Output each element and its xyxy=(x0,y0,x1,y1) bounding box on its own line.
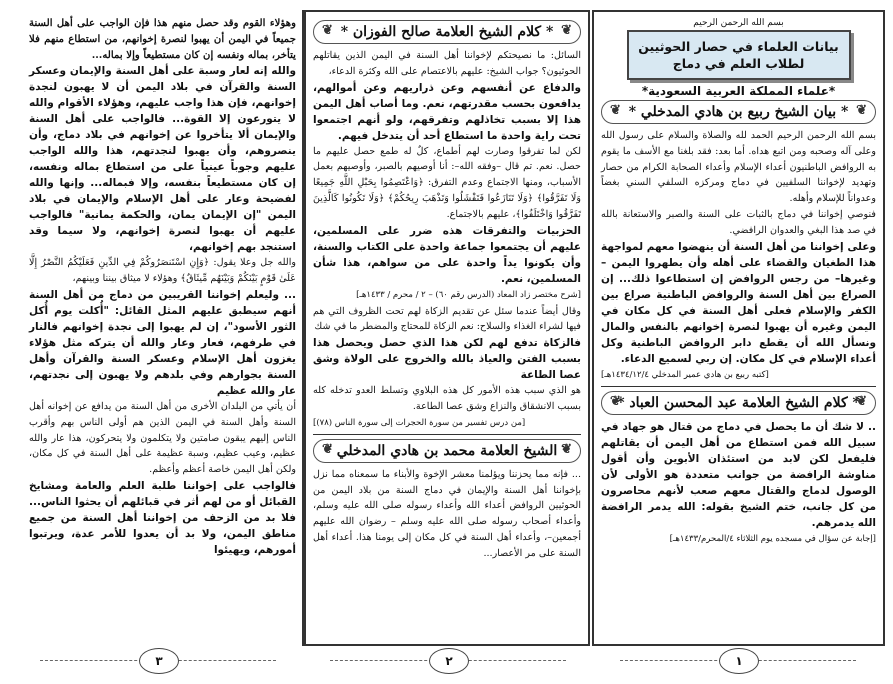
paragraph: لكن لما تفرقوا وصارت لهم أطماع، كلٌ له طمع حصل عليهم ما حصل. نعم. تم قال –وفقه الله–: أنا أوصيهم بالصبر، وأوصيهم بعمل الأسباب، ومنها الاجتماع وعدم التفرق: ﴿وَاعْتَصِمُوا بِحَبْلِ اللَّهِ جَمِيعًا وَلَا تَفَرَّقُوا﴾ ﴿وَلَا تَنَازَعُوا فَتَفْشَلُوا وَتَذْهَبَ رِيحُكُمْ﴾ ﴿وَلَا تَكُونُوا كَالَّذِينَ تَفَرَّقُوا وَاخْتَلَفُوا﴾، عليهم بالاجتماع. xyxy=(313,145,581,220)
bold-paragraph: وعلى إخواننا من أهل السنة أن ينهضوا معهم لمواجهة هذا الطغيان والقضاء على أهله وأن يطهروا اليمن – وغيرها– من رجس الروافض إن استطاعوا ذلك... إن الصراع بين أهل السنة والروافض الباطنية صراع بين الكفر والإسلام فعلى أهل السنة في كل مكان في اليمن وغيره أن يهبوا لنصرة إخوانهم بالنفس والمال ونسأل الله أن يقطع دابر الروافض الباطنية وكل أعداء الإسلام في كل مكان. إن ربي لسميع الدعاء. xyxy=(601,240,876,365)
citation: [كتبه ربيع بن هادي عمير المدخلي ١٤٣٤/١٢/٤هـ] xyxy=(601,369,769,380)
bold-paragraph: .. لا شك أن ما يحصل في دماج من قتال هو جهاد في سبيل الله فمن استطاع من أهل اليمن أن يقاتلهم فليفعل لكن لابد من استئذان الأبوين وأن أقول مناوشة الرافضة من جوانب متعددة هو الأولى لأن الوصول لدماج والقتال معهم صعب لأنهم محاصرون من كل جانب، ختم الشيخ بقوله: الله يدمر الرافضة الله يدمرهم. xyxy=(601,420,876,529)
section-header-fawzan: ❦ * كلام الشيخ العلامة صالح الفوزان * ❦ xyxy=(313,20,581,44)
paragraph: ... فإنه مما يحزننا ويؤلمنا معشر الإخوة والأبناء ما سمعناه مما نزل بإخواننا أهل السنة والإيمان في دماج السنة من بلاد اليمن من الحوثيين الروافض أعداء الله وأعداء رسوله صلى الله عليه وسلم، وأعداء أصحاب رسوله صلى الله عليه وسلم – رضوان الله عليهم أجمعين–، وأعداء أهل السنة في كل مكان إلى يومنا هذا. أعداء أهل السنة على مر الأعصار... xyxy=(313,468,581,559)
bold-paragraph: والله إنه لعار وسبة على أهل السنة والإيمان وعسكر السنة والقرآن في بلاد اليمن أن لا يهبون لنجدة إخوانهم، فإن هذا واجب عليهم، وهؤلاء الأقوام والله لا يتورعون إلا القوة... فالواجب على أهل السنة والإيمان ألا يتأخروا عن إخوانهم في بلاد دماج، وأن ينصروهم، وأن يهبوا لنجدتهم، هذا والله الواجب عليهم وجوباً عينياً على من استطاع بماله ونفسه، إن كان مستطيعاً بنفسه، وإلا فبماله... وإنها والله لفضيحة وعار على أهل الإسلام والإيمان في بلاد اليمن "إن الإيمان يمان، والحكمة يمانية" فالواجب عليهم أن يهبوا لنصرة إخوانهم، ولا سيما وقد استنجد بهم إخوانهم، xyxy=(29,65,296,254)
section-header-abbad: ❦ * كلام الشيخ العلامة عبد المحسن العباد * ❦ xyxy=(601,391,876,415)
page-number-1: ١ xyxy=(719,648,759,674)
bold-paragraph: الحزبيات والتفرقات هذه ضرر على المسلمين، عليهم أن يجتمعوا جماعة واحدة على الكتاب والسنة، وأن يكونوا يداً واحدة على من سواهم، هذا شأن المسلمين، نعم. xyxy=(313,224,581,285)
bold-paragraph: فالزكاة تدفع لهم لكن هذا الذي حصل ويحصل هذا بسبب الفتن والعياذ بالله والخروج على الولاة وشق عصا الطاعة xyxy=(313,337,581,382)
paragraph: فنوصي إخواننا في دماج بالثبات على السنة والصبر والاستعانة بالله في صد هذا البغي والعدوان الرافضي. xyxy=(601,208,876,236)
column-page-2 xyxy=(304,10,590,646)
main-title-line-2: لطلاب العلم في دماج xyxy=(672,56,805,71)
main-title-box xyxy=(627,30,851,80)
section-subtitle: *علماء المملكة العربية السعودية* xyxy=(641,84,836,98)
paragraph: أن يأتي من البلدان الأخرى من أهل السنة من يدافع عن إخوانه أهل السنة وأهل السنة في اليمن الذين هم أولى الناس بهم وأقرب الناس إليهم يبقون صامتين ولا يتكلمون ولا يتحركون، هذا عار والله عظيم، وعيب عظيم، وسبة عظيمة على أهل السنة في كل مكان، ولكن أهل اليمن خاصة أعظم وأعظم. xyxy=(29,400,296,476)
section-header-rabee: ❦ * بيان الشيخ ربيع بن هادي المدخلي * ❦ xyxy=(601,100,876,124)
bold-paragraph: وهؤلاء القوم وقد حصل منهم هذا فإن الواجب على أهل السنة جميعاً في اليمن أن يهبوا لنصرة إخوانهم، من استطاع منهم فلا يتأخر، بماله ونفسه إن كان مستطيعاً وإلا بماله... xyxy=(29,17,296,61)
citation: [شرح مختصر زاد المعاد (الدرس رقم ٦٠) – ٢ / محرم / ١٤٣٣هـ] xyxy=(356,289,581,300)
column-page-1 xyxy=(592,10,885,646)
main-title-line-1: بيانات العلماء في حصار الحوثيين xyxy=(638,39,839,54)
divider xyxy=(601,386,876,387)
divider xyxy=(313,434,581,435)
section-header-mohammad-hadi: ❦ * الشيخ العلامة محمد بن هادي المدخلي * ❦ xyxy=(313,439,581,463)
paragraph: هو الذي سبب هذه الأمور كل هذه البلاوي وتسلط العدو تدخله كله بسبب الانشقاق والنزاع وشق عصا الطاعة. xyxy=(313,385,581,412)
column-page-3 xyxy=(22,10,303,646)
page-number-2: ٢ xyxy=(429,648,469,674)
bold-paragraph: فالواجب على إخواننا طلبة العلم والعامة ومشايخ القبائل أو من لهم أثر في قبائلهم أن يحثوا الناس... فلا بد من الزحف من إخواننا أهل السنة من جميع مناطق اليمن، ولا بد أن يعدوا للأمر عدة، ويرتبوا أمورهم، ويهيئوا xyxy=(29,479,296,556)
citation: [من درس تفسير من سورة الحجرات إلى سورة الناس (٧٨)] xyxy=(313,417,526,428)
paragraph: وقال أيضاً عندما سئل عن تقديم الزكاة لهم تحت الظروف التي هم فيها لشراء الغذاء والسلاح: نعم الزكاة للمحتاج والمضطر ما في شك xyxy=(313,305,581,333)
citation: [إجابة عن سؤال في مسجده يوم الثلاثاء ٤/المحرم/١٤٣٣هـ] xyxy=(669,533,876,544)
paragraph: السائل: ما نصيحتكم لإخواننا أهل السنة في اليمن الذين يقاتلهم الحوثيون؟ جواب الشيخ: عليهم بالاعتصام على الله وكثرة الدعاء، xyxy=(313,50,581,77)
paragraph: والله جل وعلا يقول: ﴿وَإِنِ اسْتَنصَرُوكُمْ فِي الدِّينِ فَعَلَيْكُمُ النَّصْرُ إِلَّا عَلَىٰ قَوْمٍ بَيْنَكُمْ وَبَيْنَهُم مِّيثَاقٌ﴾ وهؤلاء لا ميثاق بيننا وبينهم، xyxy=(29,257,296,285)
bold-paragraph: والدفاع عن أنفسهم وعن ذراريهم وعن أموالهم، يدافعون بحسب مقدرتهم، نعم. وما أصاب أهل اليمن هذا إلا بسبب تخاذلهم وتفرقهم، ولو أنهم اجتمعوا تحت راية واحدة ما استطاع أحد أن يتدخل فيهم. xyxy=(313,81,581,142)
paragraph: بسم الله الرحمن الرحيم الحمد لله والصلاة والسلام على رسول الله وعلى آله وصحبه ومن اتبع هداه. أما بعد: فقد بلغنا مع الأسف ما يقوم به الروافض الباطنيون أعداء الإسلام وأعداء الصحابة الكرام من حصار وتهديد لإخواننا السلفيين في دماج ومركزه السلفي السني بغضاً وعدواناً للإسلام وأهله. xyxy=(601,130,876,205)
bold-paragraph: ... وليعلم إخواننا القريبين من دماج من أهل السنة أنهم سيطبق عليهم المثل القائل: "أُكلت يوم أُكل الثور الأسود"، إن لم يهبوا إلى نجدة إخوانهم فالنار في طرفهم، فعار وعار والله أن يتركه مثل هؤلاء يغزون أهل الإسلام وعسكر السنة والقرآن وأهل السنة بجوارهم وفي بلدهم ولا يهبون إلى نجدتهم، عار والله عظيم xyxy=(29,288,296,397)
basmala: بسم الله الرحمن الرحيم xyxy=(693,18,784,28)
page-number-3: ٣ xyxy=(139,648,179,674)
